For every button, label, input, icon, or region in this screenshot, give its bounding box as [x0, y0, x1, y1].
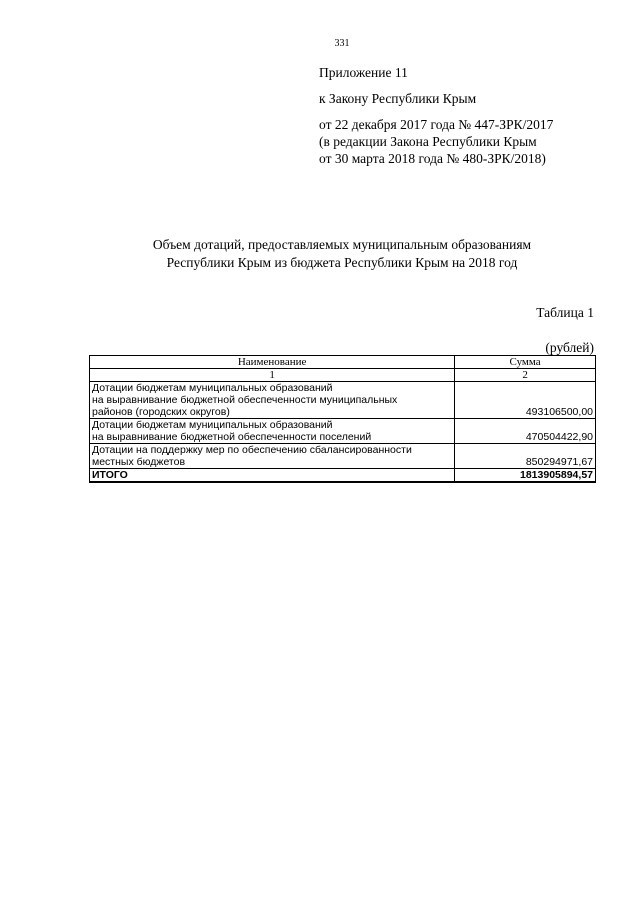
- row-name-line: на выравнивание бюджетной обеспеченности муниципальных: [92, 394, 398, 406]
- row-name-line: Дотации на поддержку мер по обеспечению сбалансированности: [92, 444, 412, 456]
- table-row: [90, 444, 596, 469]
- title-line-2: Республики Крым из бюджета Республики Крым на 2018 год: [166, 255, 518, 270]
- total-row: [90, 469, 596, 483]
- subsidies-table: [89, 355, 596, 483]
- appendix-law-date: от 22 декабря 2017 года № 447-ЗРК/2017: [319, 117, 554, 132]
- column-number-2: 2: [455, 369, 596, 382]
- header-amount: Сумма: [455, 356, 596, 369]
- table-row: [90, 382, 596, 419]
- title-line-1: Объем дотаций, предоставляемых муниципальным образованиям: [152, 237, 532, 252]
- table-row: [90, 419, 596, 444]
- header-name: Наименование: [90, 356, 455, 369]
- row-amount: 493106500,00: [455, 382, 596, 419]
- row-name-line: районов (городских округов): [92, 406, 230, 418]
- table-header-row: [90, 356, 596, 369]
- row-name: [90, 419, 455, 444]
- appendix-law-reference: к Закону Республики Крым: [319, 91, 477, 106]
- appendix-number: Приложение 11: [319, 65, 408, 80]
- document-title: [0, 236, 640, 272]
- row-amount: 850294971,67: [455, 444, 596, 469]
- appendix-revision-line2: от 30 марта 2018 года № 480-ЗРК/2018): [319, 151, 546, 166]
- row-name-line: Дотации бюджетам муниципальных образований: [92, 382, 333, 394]
- total-amount: 1813905894,57: [455, 469, 596, 483]
- column-number-row: [90, 369, 596, 382]
- row-name-line: местных бюджетов: [92, 456, 186, 468]
- total-label: ИТОГО: [90, 469, 455, 483]
- page-number: 331: [334, 38, 350, 49]
- row-name-line: на выравнивание бюджетной обеспеченности поселений: [92, 431, 372, 443]
- row-amount: 470504422,90: [455, 419, 596, 444]
- row-name: [90, 382, 455, 419]
- row-name-line: Дотации бюджетам муниципальных образований: [92, 419, 333, 431]
- table-label: Таблица 1: [536, 305, 594, 320]
- row-name: [90, 444, 455, 469]
- appendix-revision-line1: (в редакции Закона Республики Крым: [319, 134, 537, 149]
- appendix-header: [319, 64, 553, 167]
- unit-label: (рублей): [545, 340, 594, 355]
- column-number-1: 1: [90, 369, 455, 382]
